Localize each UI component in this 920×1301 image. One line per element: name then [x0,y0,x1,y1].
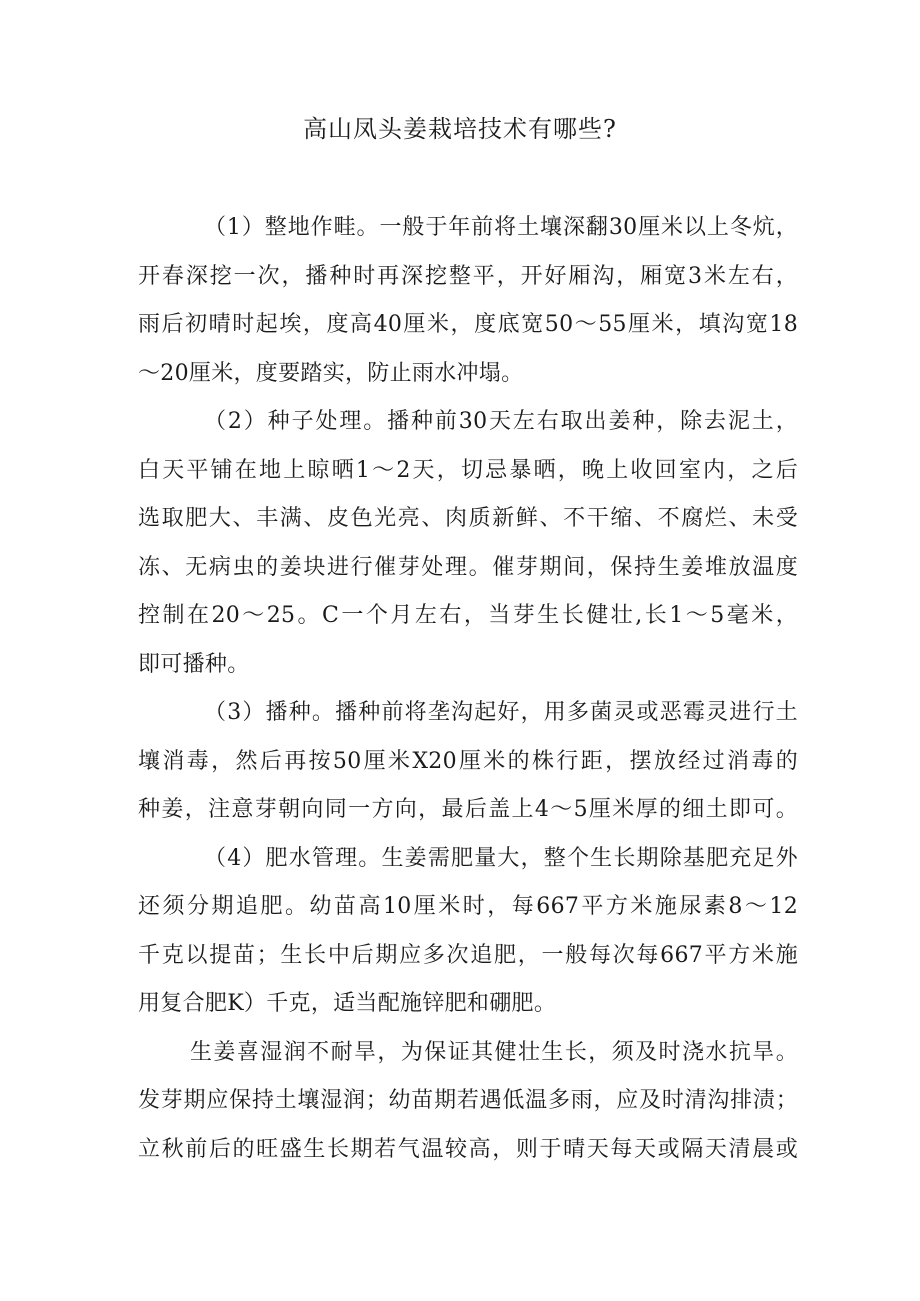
document-body [138,204,798,1174]
text-line: 控制在20～25。C一个月左右，当芽生长健壮,长1～5毫米， [138,603,798,628]
text-line: 白天平铺在地上晾晒1～2天，切忌暴晒，晚上收回室内，之后 [138,457,798,483]
text-line: （1）整地作畦。一般于年前将土壤深翻30厘米以上冬炕， [204,215,798,240]
document-title: 高山凤头姜栽培技术有哪些? [303,115,617,143]
text-line: 立秋前后的旺盛生长期若气温较高，则于晴天每天或隔天清晨或 [138,1136,798,1162]
text-line: 还须分期追肥。幼苗高10厘米时，每667平方米施尿素8～12 [138,894,798,919]
text-line: （2）种子处理。播种前30天左右取出姜种，除去泥土， [204,409,798,434]
paragraph-land-preparation [138,204,798,398]
text-line: ～20厘米，度要踏实，防止雨水冲塌。 [138,360,524,386]
text-line: 即可播种。 [138,651,250,677]
text-line: 种姜，注意芽朝向同一方向，最后盖上4～5厘米厚的细土即可。 [138,797,798,822]
paragraph-sowing [138,689,798,835]
text-line: 冻、无病虫的姜块进行催芽处理。催芽期间，保持生姜堆放温度 [138,554,798,580]
text-line: 壤消毒，然后再按50厘米X20厘米的株行距，摆放经过消毒的 [138,748,798,774]
paragraph-fertilizer-water [138,835,798,1029]
text-line: 千克以提苗；生长中后期应多次追肥，一般每次每667平方米施 [138,942,798,968]
text-line: （4）肥水管理。生姜需肥量大，整个生长期除基肥充足外 [204,845,798,871]
text-line: 发芽期应保持土壤湿润；幼苗期若遇低温多雨，应及时清沟排渍； [138,1088,798,1113]
paragraph-seed-treatment [138,398,798,689]
text-line: 雨后初晴时起埃，度高40厘米，度底宽50～55厘米，填沟宽18 [138,312,798,337]
text-line: 选取肥大、丰满、皮色光亮、肉质新鲜、不干缩、不腐烂、未受 [138,506,798,531]
paragraph-irrigation [138,1029,798,1175]
text-line: 用复合肥K）千克，适当配施锌肥和硼肥。 [138,991,557,1016]
text-line: 开春深挖一次，播种时再深挖整平，开好厢沟，厢宽3米左右， [138,263,798,289]
text-line: （3）播种。播种前将垄沟起好，用多菌灵或恶霉灵进行土 [204,700,798,725]
text-line: 生姜喜湿润不耐旱，为保证其健壮生长，须及时浇水抗旱。 [190,1039,798,1065]
